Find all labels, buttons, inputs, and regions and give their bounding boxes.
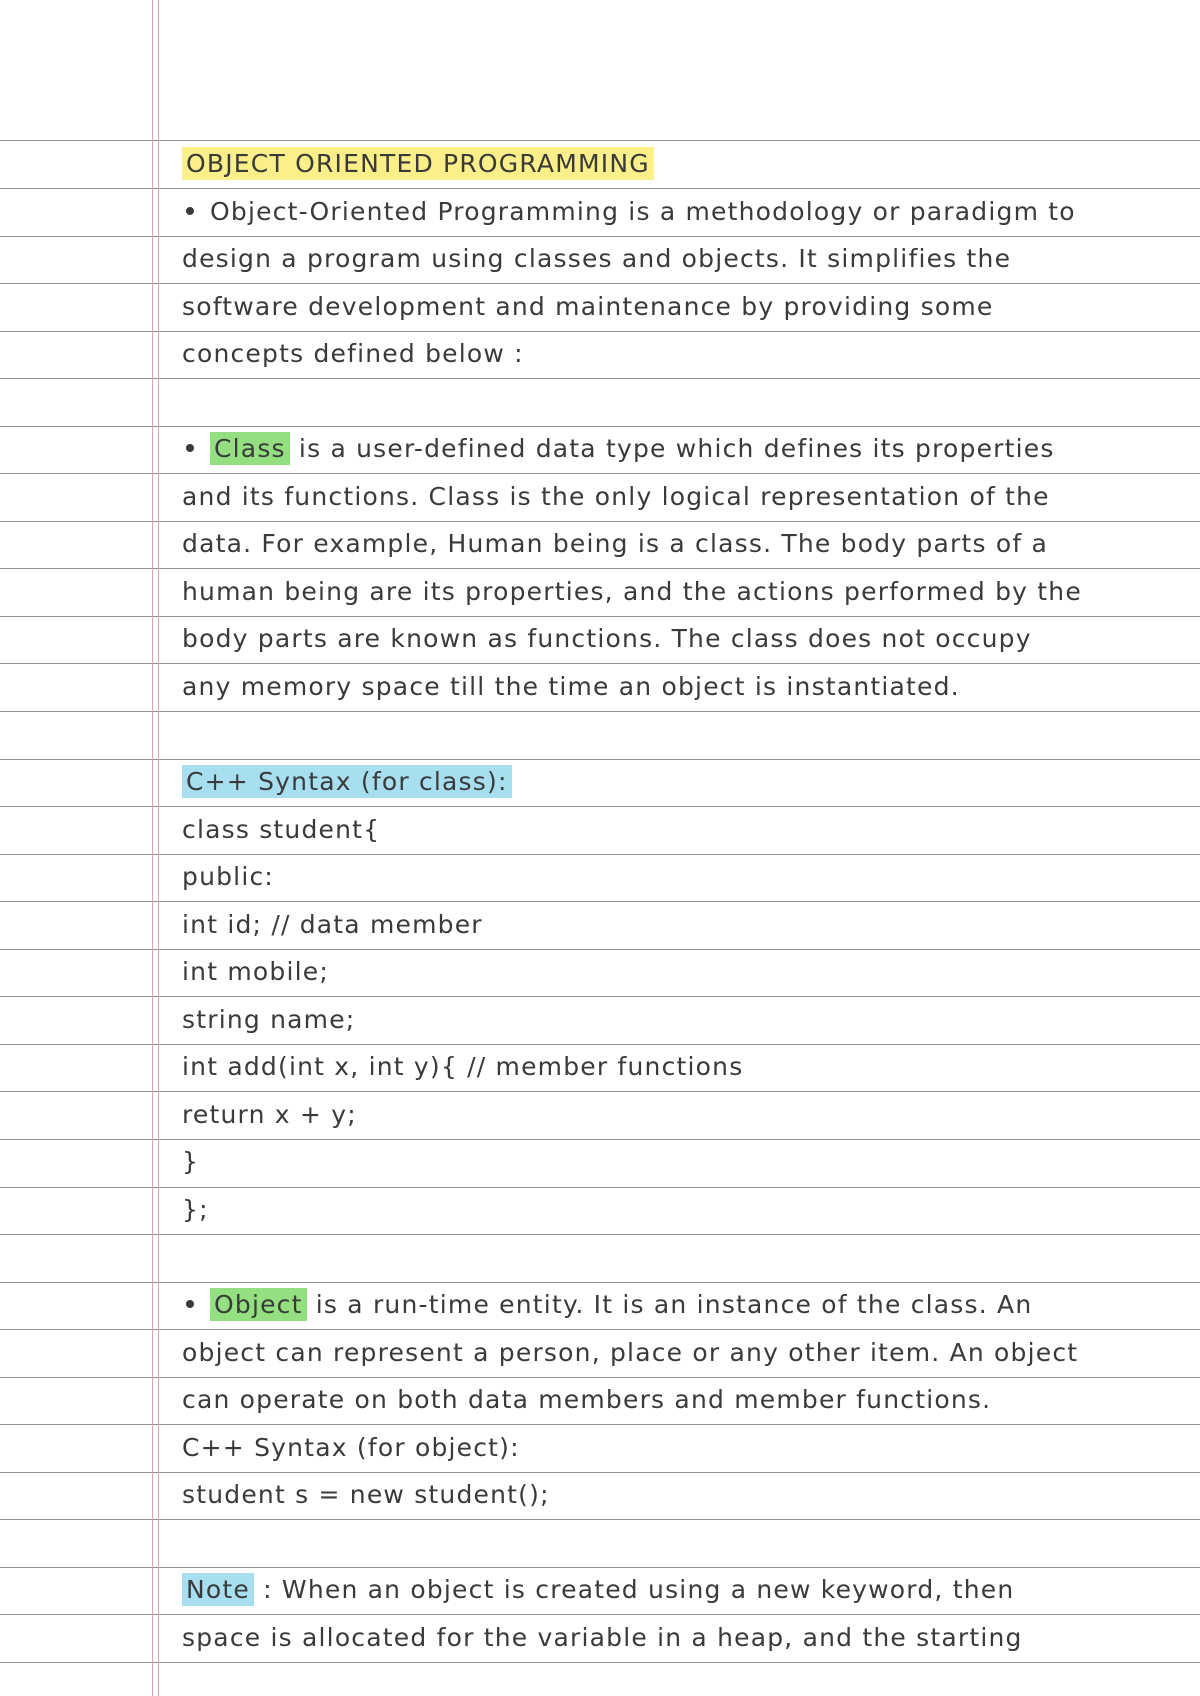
- ruled-line: [0, 188, 1200, 189]
- ruled-line: [0, 854, 1200, 855]
- object-paragraph-line: object can represent a person, place or any other item. An object: [182, 1338, 1079, 1367]
- note-term: Note: [182, 1573, 254, 1606]
- ruled-line: [0, 1282, 1200, 1283]
- ruled-line: [0, 1519, 1200, 1520]
- oop-paragraph-line: Object-Oriented Programming is a methodology or paradigm to: [182, 196, 1182, 228]
- object-syntax-heading: C++ Syntax (for object):: [182, 1433, 520, 1462]
- ruled-line: [0, 568, 1200, 569]
- class-term: Class: [210, 432, 290, 465]
- class-paragraph-line: and its functions. Class is the only logical representation of the: [182, 482, 1050, 511]
- ruled-line: [0, 1424, 1200, 1425]
- ruled-line: [0, 901, 1200, 902]
- bullet-icon: [186, 207, 194, 215]
- ruled-line: [0, 759, 1200, 760]
- code-line: string name;: [182, 1005, 356, 1034]
- bullet-icon: [186, 1300, 194, 1308]
- ruled-line: [0, 1044, 1200, 1045]
- ruled-line: [0, 1662, 1200, 1663]
- class-syntax-heading: C++ Syntax (for class):: [182, 765, 512, 798]
- code-line: return x + y;: [182, 1100, 357, 1129]
- ruled-line: [0, 663, 1200, 664]
- object-paragraph-line: can operate on both data members and member functions.: [182, 1385, 992, 1414]
- ruled-line: [0, 1234, 1200, 1235]
- ruled-line: [0, 1187, 1200, 1188]
- class-paragraph-line: body parts are known as functions. The class does not occupy: [182, 624, 1032, 653]
- code-line: class student{: [182, 815, 381, 844]
- code-line: int add(int x, int y){ // member functions: [182, 1052, 744, 1081]
- ruled-line: [0, 473, 1200, 474]
- ruled-line: [0, 1472, 1200, 1473]
- object-paragraph-line: Object is a run-time entity. It is an instance of the class. An: [182, 1289, 1182, 1321]
- ruled-line: [0, 521, 1200, 522]
- ruled-line: [0, 283, 1200, 284]
- oop-paragraph-line: concepts defined below :: [182, 339, 524, 368]
- code-line: int mobile;: [182, 957, 329, 986]
- ruled-line: [0, 331, 1200, 332]
- ruled-line: [0, 236, 1200, 237]
- code-line: };: [182, 1195, 209, 1224]
- oop-paragraph-line: design a program using classes and objects. It simplifies the: [182, 244, 1012, 273]
- ruled-line: [0, 426, 1200, 427]
- ruled-line: [0, 949, 1200, 950]
- note-line: Note : When an object is created using a new keyword, then: [182, 1574, 1182, 1606]
- ruled-line: [0, 996, 1200, 997]
- class-paragraph-line: human being are its properties, and the actions performed by the: [182, 577, 1082, 606]
- class-paragraph-line: data. For example, Human being is a class. The body parts of a: [182, 529, 1049, 558]
- class-syntax-heading-line: [182, 766, 1182, 798]
- ruled-line: [0, 1091, 1200, 1092]
- code-line: student s = new student();: [182, 1480, 550, 1509]
- title-line: [182, 148, 1182, 180]
- oop-paragraph-line: software development and maintenance by providing some: [182, 292, 994, 321]
- ruled-line: [0, 1567, 1200, 1568]
- note-line: space is allocated for the variable in a heap, and the starting: [182, 1623, 1023, 1652]
- ruled-line: [0, 378, 1200, 379]
- code-line: }: [182, 1147, 200, 1176]
- code-line: int id; // data member: [182, 910, 483, 939]
- ruled-line: [0, 1139, 1200, 1140]
- class-paragraph-line: any memory space till the time an object is instantiated.: [182, 672, 960, 701]
- code-line: public:: [182, 862, 275, 891]
- ruled-line: [0, 1614, 1200, 1615]
- ruled-line: [0, 711, 1200, 712]
- ruled-line: [0, 140, 1200, 141]
- class-paragraph-line: Class is a user-defined data type which defines its properties: [182, 433, 1182, 465]
- ruled-line: [0, 616, 1200, 617]
- object-term: Object: [210, 1288, 307, 1321]
- ruled-line: [0, 1377, 1200, 1378]
- ruled-line: [0, 806, 1200, 807]
- page-title: OBJECT ORIENTED PROGRAMMING: [182, 147, 654, 180]
- ruled-line: [0, 1329, 1200, 1330]
- margin-line: [152, 0, 153, 1696]
- margin-line: [158, 0, 159, 1696]
- bullet-icon: [186, 444, 194, 452]
